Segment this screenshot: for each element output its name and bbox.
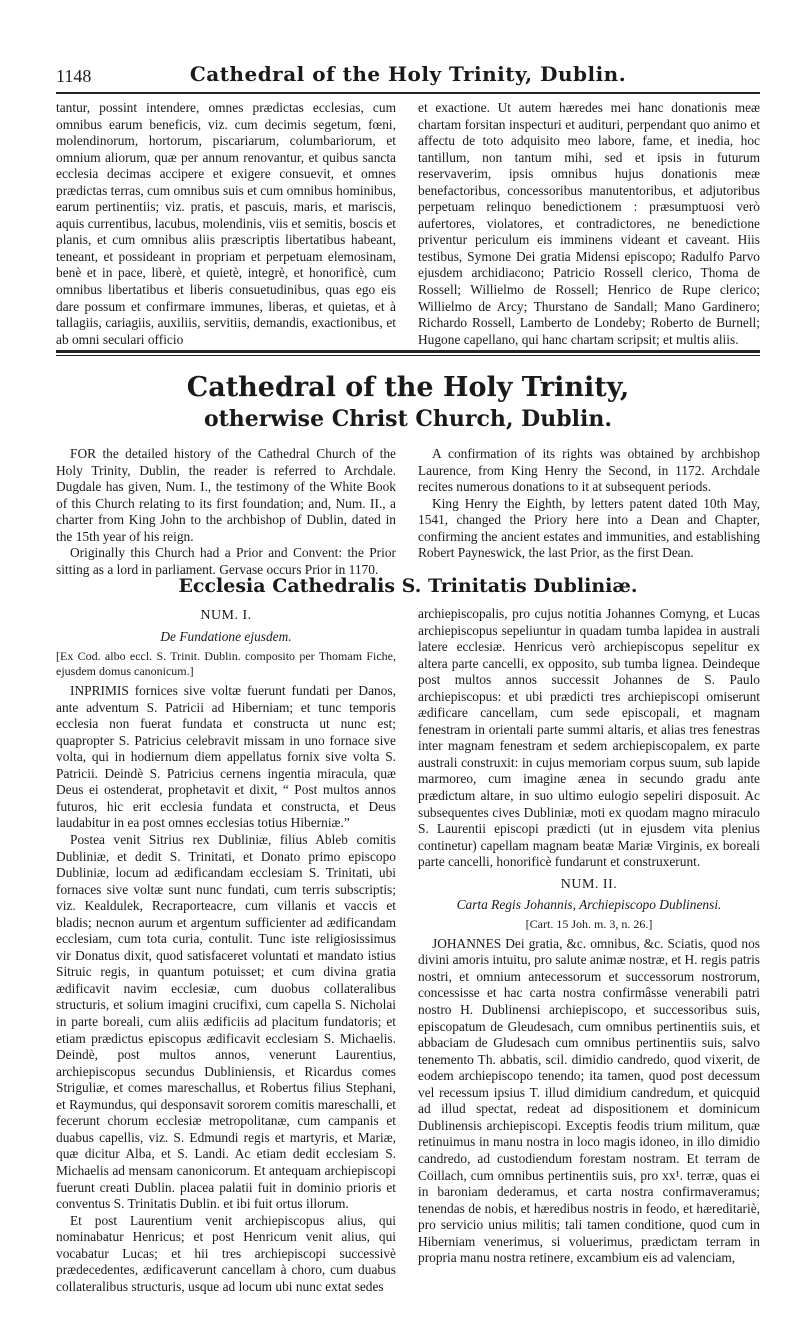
intro-paragraph: Originally this Church had a Prior and Convent: the Prior sitting as a lord in parliament. Gervase occurs Prior in 1170. xyxy=(56,545,396,577)
intro-left-column xyxy=(56,446,396,578)
num-2-paragraph: JOHANNES Dei gratia, &c. omnibus, &c. Sciatis, quod nos divini amoris intuitu, pro salute animæ nostræ, et H. regis patris nostri, et omnium antecessorum et successorum nostrorum, concessisse et hac carta nostra confirmâsse venerabili patri nostro H. Dublinensi archiepiscopo, et successoribus suis, episcopatum de Gleudesach, cum omnibus pertinentiis suis, et abbaciam de Gludesach cum omnibus pertinentiis suis, salvo tenemento Th. abbatis, scil. dimidio candredo, quod vixerit, de eodem archiepiscopo tenendo; ita tamen, quod post decessum vel recessum ipsius T. illud dimidium candredum, et quicquid ad illud spectat, redeat ad dispositionem et dominicum Dublinensis archiepiscopi. Exceptis feodis trium militum, quæ retinuimus in manu nostra in loco magis idoneo, in illo dimidio candredo, ad custodiendum forestam nostram. Et terram de Coillach, cum omnibus pertinentiis suis, pro xx¹. terræ, quas ei in baroniam dederamus, et carta nostra confirmaveramus; tenendas de nobis, et hæredibus nostris in feodo, et hæreditariè, pro servicio unius militis; tali tamen conditione, quod cum in Hiberniam venerimus, si voluerimus, prædictam terram in propria manu nostra retinere, excambium eis ad valenciam, xyxy=(418,935,760,1266)
main-right-column xyxy=(418,606,760,1267)
num-1-heading: NUM. I. xyxy=(200,608,252,623)
intro-right-column xyxy=(418,446,760,562)
top-left-column xyxy=(56,100,396,348)
intro-paragraph: A confirmation of its rights was obtained by archbishop Laurence, from King Henry the Second, in 1172. Archdale recites numerous donations to it at subsequent periods. xyxy=(418,446,760,495)
main-left-column xyxy=(56,606,396,1295)
num-2-heading: NUM. II. xyxy=(560,876,618,892)
num-1-paragraph: INPRIMIS fornices sive voltæ fuerunt fundati per Danos, ante adventum S. Patricii ad Hiberniam; et tunc temporis ecclesia non fuerat fundata et constructa ut nunc est; quapropter S. Patricius celebravit missam in uno fornace sive volta, qui in hodiernum diem appellatus fornix sive volta S. Patricii. Deindè S. Patricius cernens ingentia miracula, quæ Deus ei ostenderat, prophetavit et dixit, “ Post multos annos futuros, hic erit ecclesia fundata et constructa, et Deus laudabitur in ea post omnes ecclesias totius Hiberniæ.” xyxy=(56,683,396,831)
intro-paragraph: FOR the detailed history of the Cathedral Church of the Holy Trinity, Dublin, the reader is referred to Archdale. Dugdale has given, Num. I., the testimony of the White Book of this Church relating to its first foundation; and, Num. II., a charter from King John to the archbishop of Dublin, dated in the 15th year of his reign. xyxy=(56,446,396,544)
running-title: Cathedral of the Holy Trinity, Dublin. xyxy=(189,62,627,86)
latin-section-title: Ecclesia Cathedralis S. Trinitatis Dubliniæ. xyxy=(178,575,638,597)
num-1-source: [Ex Cod. albo eccl. S. Trinit. Dublin. composito per Thomam Fiche, ejusdem domus canonicum.] xyxy=(56,649,396,679)
intro-paragraph: King Henry the Eighth, by letters patent dated 10th May, 1541, changed the Priory here into a Dean and Chapter, confirming the ancient estates and immunities, and establishing Robert Payneswick, the last Prior, as the first Dean. xyxy=(418,495,760,561)
page-number: 1148 xyxy=(56,66,92,86)
num-1-subtitle: De Fundatione ejusdem. xyxy=(160,628,292,644)
page-header xyxy=(56,58,760,94)
top-left-paragraph: tantur, possint intendere, omnes prædictas ecclesias, cum omnibus earum beneficis, viz. cum decimis segetum, fœni, molendinorum, hortorum, piscariarum, columbariorum, et omnium aliorum, quæ per annum renovantur, et quibus sancta ecclesia decimas accipere et exigere consuevit, et omnes prædictas terras, cum omnibus suis et cum omnibus hominibus, earum pertinentiis; viz. pratis, et pascuis, maris, et mariscis, aquis currentibus, lacubus, molendinis, viis et semitis, boscis et planis, et cum omnibus aliis præscriptis libertatibus habeant, teneant, et possideant in propriam et perpetuam elemosinam, benè et in pace, liberè, et quietè, integrè, et honorificè, cum omnibus libertatibus et liberis consuetudinibus, quas ego eis dare possum et confirmare immunes, liberas, et quietas, et à tallagiis, cariagiis, auxiliis, servitiis, demandis, exactionibus, et ab omni seculari officio xyxy=(56,100,396,347)
num-2-subtitle: Carta Regis Johannis, Archiepiscopo Dublinensi. xyxy=(456,897,722,913)
section-title-line-1: Cathedral of the Holy Trinity, xyxy=(186,372,630,403)
section-title-line-2: otherwise Christ Church, Dublin. xyxy=(203,406,613,432)
num-1-continuation: archiepiscopalis, pro cujus notitia Johannes Comyng, et Lucas archiepiscopus sepeliuntur in quadam tumba lapidea in australi latere ecclesiæ. Henricus verò archiepiscopus sepelitur ex altera parte cancelli, ex opposito, sub tumba lignea. Deindeque post multos annos successit Johannes de S. Paulo archiepiscopus: et ubi prædicti tres archiepiscopi omiserunt ædificare cancellam, cum sede episcopali, et magnam fenestram in orientali parte summi altaris, et alias tres fenestras inter magnam fenestram et sedem archiepiscopalem, ex parte australi construxit: in cujus memoriam corpus suum, sub lapide marmoreo, cum imagine ænea in secundo gradu ante prædictum altare, in suo ultimo eulogio sepeliri disposuit. Ac subsequentes cives Dubliniæ, moti ex quodam magno miraculo S. Laurentii episcopi prædicti (ut in ejusdem vita plenius continetur) capellam magnam beatæ Mariæ Virginis, ex boreali parte cancelli, honorificè fundarunt et construxerunt. xyxy=(418,606,760,870)
num-1-paragraph: Postea venit Sitrius rex Dubliniæ, filius Ableb comitis Dubliniæ, et dedit S. Trinitati, et Donato primo episcopo Dubliniæ, locum ad ædificandam ecclesiam S. Trinitati, ubi fornaces sive voltæ sunt nunc fundati, cum terris subscriptis; viz. Kealdulek, Recraporteacre, cum villanis et vaccis et bladis; necnon aurum et argentum sufficienter ad ædificandam ecclesiam, cum tota curia, contulit. Tunc iste religiosissimus vir Donatus dixit, quod satisfaceret voluntati et mandato istius Sitruic regis, in quantum potuisset; et cum divina gratia ædificavit navim ecclesiæ, cum duobus collateralibus structuris, et solium imagini crucifixi, cum capella S. Nicholai in parte boreali, cum aliis ædificiis ad placitum fundatoris; et etiam prædictus episcopus ædificavit ecclesiam S. Michaelis. Deindè, post multos annos, venerunt Laurentius, archiepiscopus secundus Dubliniensis, et Ricardus comes Striguliæ, et comes mareschallus, et Robertus filius Stephani, et Raymundus, qui desponsavit sororem comitis mareschalli, et fecerunt chorum ecclesiæ metropolitanæ, cum campanis et duabus capellis, viz. S. Edmundi regis et martyris, et Mariæ, quæ dicitur Alba, et S. Landi. Ac etiam dedit ecclesiam S. Michaelis ad mensam canonicorum. Et antequam archiepiscopi fuerunt creati Dublin. placea palatii fuit in dominio prioris et conventus S. Trinitatis Dublin. et ibi fuit ortus illorum. xyxy=(56,832,396,1212)
top-right-column xyxy=(418,100,760,348)
num-1-paragraph: Et post Laurentium venit archiepiscopus alius, qui nominabatur Henricus; et post Henricum venit alius, qui vocabatur Lucas; et hii tres archiepiscopi successivè prædecedentes, ædificaverunt cancellam à choro, cum duabus collateralibus structuris, usque ad locum ubi nunc extat sedes xyxy=(56,1212,396,1294)
section-rule-thick xyxy=(56,350,760,353)
num-2-source: [Cart. 15 Joh. m. 3, n. 26.] xyxy=(525,916,653,931)
header-rule xyxy=(56,92,760,94)
section-rule-thin xyxy=(56,355,760,356)
page xyxy=(56,0,760,1325)
top-right-paragraph: et exactione. Ut autem hæredes mei hanc donationis meæ chartam forsitan inspecturi et audituri, perpendant quo animo et affectu de toto adquisito meo labore, fame, et inedia, hoc tantillum, non tantum mihi, sed et ipsis in futurum reservaverim, ipsis omnibus hujus donationis meæ benefactoribus, concessoribus manutentoribus, et adjutoribus perpetuam relinquo benedictionem : præsumptuosi verò aufertores, violatores, et contradictores, ne benedictione priventur periculum eis imminens videant et caveant. Hiis testibus, Symone Dei gratia Midensi episcopo; Radulfo Parvo ejusdem archidiacono; Patricio Rossell clerico, Thoma de Rossell; Willielmo de Rossell; Henrico de Rupe clerico; Willielmo de Arcy; Thurstano de Sandall; Mano Gardinero; Richardo Rossell, Lamberto de Londeby; Roberto de Burnell; Hugone capellano, qui hanc chartam scripsit; et multis aliis. xyxy=(418,100,760,347)
